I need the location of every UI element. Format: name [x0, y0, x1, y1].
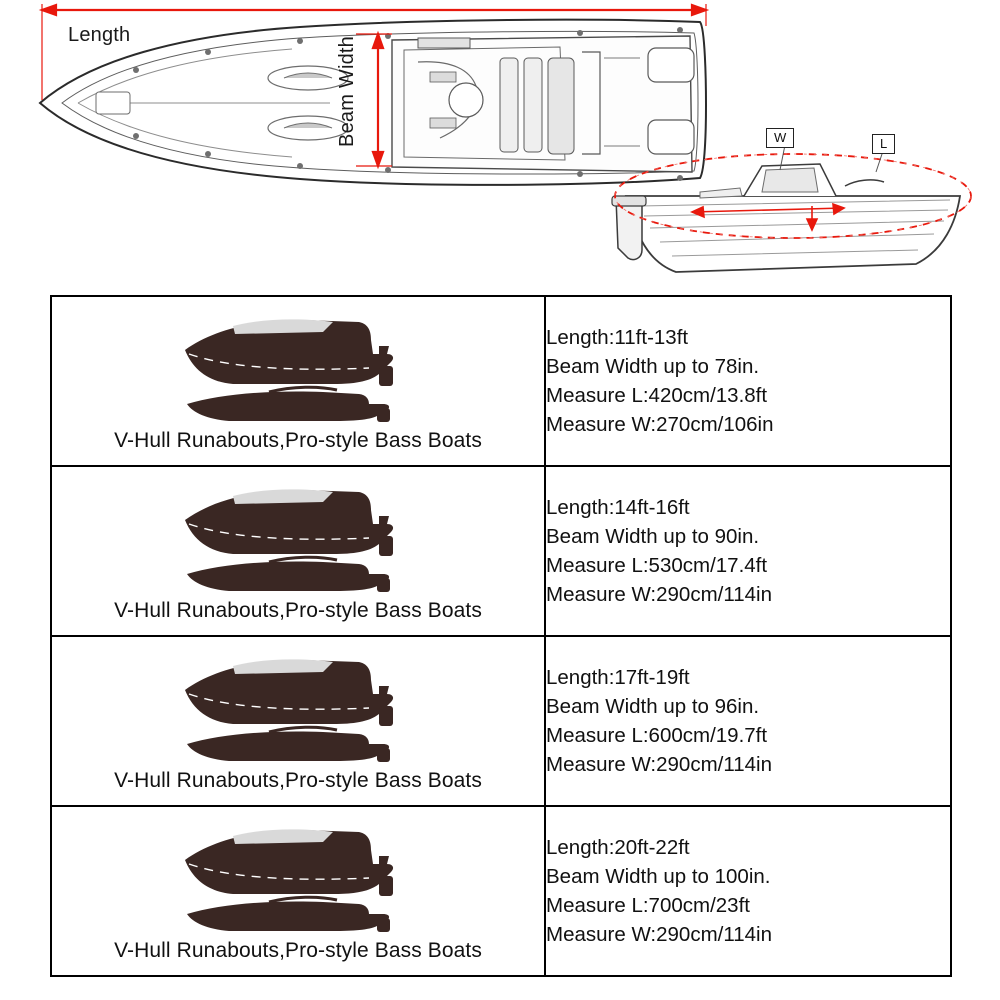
spec-length: Length:11ft-13ft: [546, 325, 689, 349]
boat-silhouette-pair-icon: [173, 480, 423, 595]
spec-length: Length:20ft-22ft: [546, 835, 690, 859]
boat-illustration-cell: [51, 466, 545, 636]
cover-tag-l: L: [872, 134, 895, 154]
beam-width-dimension-label: Beam Width: [336, 36, 358, 147]
boat-size-table: [50, 295, 952, 977]
hull-type-label: V-Hull Runabouts,Pro-style Bass Boats: [114, 768, 482, 792]
spec-cell: [545, 806, 951, 976]
table-row: [51, 636, 951, 806]
length-dimension-label: Length: [68, 24, 131, 46]
spec-length: Length:14ft-16ft: [546, 495, 690, 519]
spec-length: Length:17ft-19ft: [546, 665, 690, 689]
boat-silhouette-pair-icon: [173, 650, 423, 765]
spec-measure-l: Measure L:530cm/17.4ft: [546, 554, 768, 577]
diagram-svg: [0, 0, 1000, 290]
spec-measure-l: Measure L:700cm/23ft: [546, 894, 750, 917]
spec-measure-l: Measure L:600cm/19.7ft: [546, 724, 768, 747]
spec-beam-width: Beam Width up to 100in.: [546, 864, 771, 888]
spec-beam-width: Beam Width up to 90in.: [546, 524, 760, 548]
spec-measure-w: Measure W:290cm/114in: [546, 923, 772, 947]
table-row: [51, 466, 951, 636]
boat-silhouette-pair-icon: [173, 820, 423, 935]
spec-measure-w: Measure W:290cm/114in: [546, 753, 772, 777]
hull-type-label: V-Hull Runabouts,Pro-style Bass Boats: [114, 938, 482, 962]
boat-illustration-cell: [51, 296, 545, 466]
spec-cell: [545, 466, 951, 636]
measurement-diagram: [0, 0, 1000, 290]
spec-cell: [545, 296, 951, 466]
spec-measure-w: Measure W:290cm/114in: [546, 583, 772, 607]
spec-measure-l: Measure L:420cm/13.8ft: [546, 384, 768, 407]
boat-silhouette-pair-icon: [173, 310, 423, 425]
boat-top-view-graphic: [40, 20, 706, 185]
table-row: [51, 806, 951, 976]
boat-illustration-cell: [51, 806, 545, 976]
spec-measure-w: Measure W:270cm/106in: [546, 413, 774, 437]
boat-illustration-cell: [51, 636, 545, 806]
spec-beam-width: Beam Width up to 78in.: [546, 354, 760, 378]
spec-beam-width: Beam Width up to 96in.: [546, 694, 760, 718]
table-row: [51, 296, 951, 466]
cover-tag-w: W: [766, 128, 794, 148]
hull-type-label: V-Hull Runabouts,Pro-style Bass Boats: [114, 598, 482, 622]
hull-type-label: V-Hull Runabouts,Pro-style Bass Boats: [114, 428, 482, 452]
spec-cell: [545, 636, 951, 806]
